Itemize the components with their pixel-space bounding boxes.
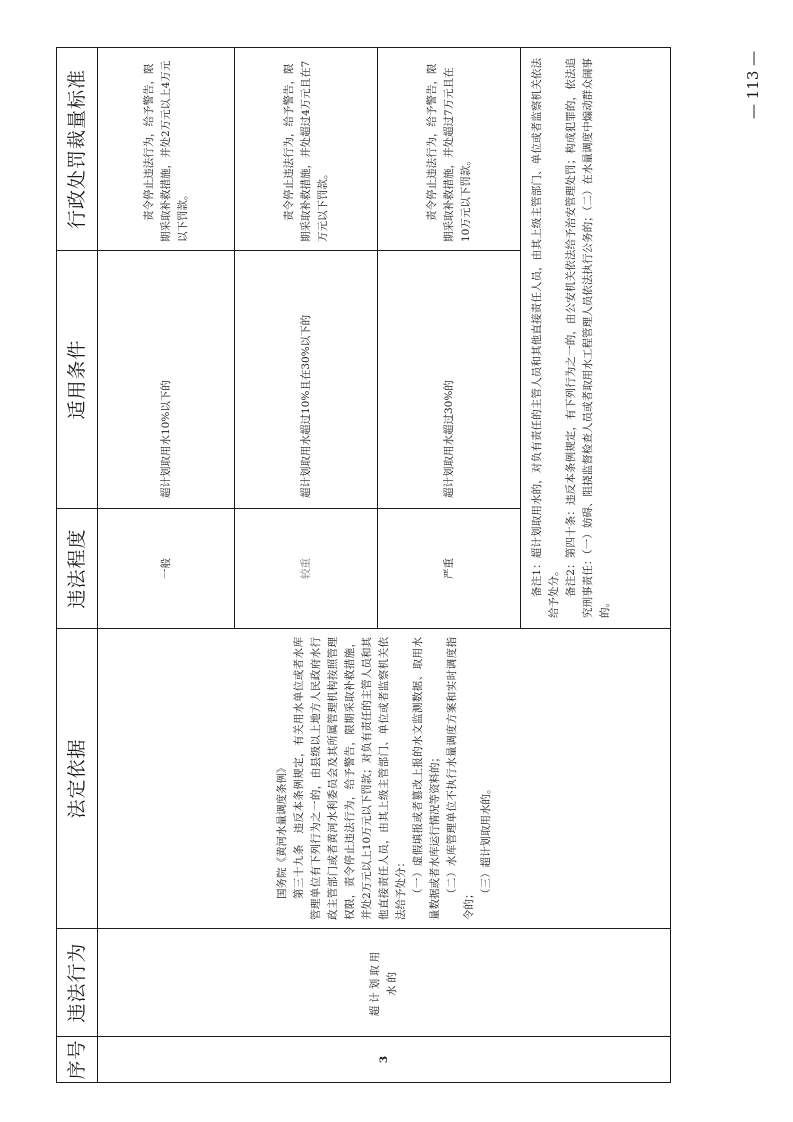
note-2: 备注2：第四十条：违反本条例规定，有下列行为之一的，由公安机关依法给予治安管理处罚；构成犯罪的，依法追究刑事责任：（一）妨碍、阻挠监督检查人员或者取用水工程管理人员依法执行公务的；（二）在水量调度中煽动群众闹事的。 xyxy=(565,58,611,618)
page-number: — 113 — xyxy=(744,50,762,120)
header-degree: 违法程度 xyxy=(57,509,98,629)
note-1: 备注1：超计划取用水的，对负有责任的主管人员和其他直接责任人员，由其上级主管部门、单位或者监察机关依法给予处分。 xyxy=(531,58,560,618)
degree-serious: 较重 xyxy=(235,509,378,629)
condition-general: 超计划取用水10%以下的 xyxy=(98,251,235,509)
degree-general: 一般 xyxy=(98,509,235,629)
header-condition: 适用条件 xyxy=(57,251,98,509)
row-seq: 3 xyxy=(98,1037,671,1083)
penalty-table xyxy=(56,47,671,1083)
condition-serious: 超计划取用水超过10%且在30%以下的 xyxy=(235,251,378,509)
table-row xyxy=(98,48,235,1083)
basis-article: 第三十九条 违反本条例规定，有关用水单位或者水库管理单位有下列行为之一的，由县级以上地方人民政府水行政主管部门或者黄河水利委员会及其所属管理机构按照管理权限，责令停止违法行为，给予警告，限期采取补救措施，并处2万元以上10万元以下罚款；对负有责任的主管人员和其他直接责任人员，由其上级主管部门、单位或者监察机关依法给予处分： xyxy=(292,637,407,920)
standard-severe xyxy=(378,48,521,251)
table-header-row xyxy=(57,48,98,1083)
notes-cell xyxy=(521,48,671,629)
condition-severe: 超计划取用水超过30%的 xyxy=(378,251,521,509)
header-basis: 法定依据 xyxy=(57,629,98,929)
basis-source: 国务院《黄河水量调度条例》 xyxy=(275,762,288,899)
standard-serious-text: 责令停止违法行为，给予警告，限期采取补救措施，并处超过4万元且在7万元以下罚款。 xyxy=(282,60,329,242)
row-basis xyxy=(98,629,671,929)
basis-item-1: （一）虚假填报或者篡改上报的水文监测数据、取用水量数据或者水库运行情况等资料的； xyxy=(411,637,441,920)
row-act: 超计划取用水的 xyxy=(98,929,671,1037)
basis-item-2: （二）水库管理单位不执行水量调度方案和实时调度指令的； xyxy=(445,637,475,920)
header-standard: 行政处罚裁量标准 xyxy=(57,48,98,251)
standard-general xyxy=(98,48,235,251)
degree-severe: 严重 xyxy=(378,509,521,629)
basis-item-3: （三）超计划取用水的。 xyxy=(479,783,492,899)
standard-serious xyxy=(235,48,378,251)
standard-general-text: 责令停止违法行为，给予警告，限期采取补救措施，并处2万元以上4万元以下罚款。 xyxy=(142,60,189,242)
header-act: 违法行为 xyxy=(57,929,98,1037)
standard-severe-text: 责令停止违法行为，给予警告，限期采取补救措施，并处超过7万元且在10万元以下罚款。 xyxy=(425,63,472,242)
rotated-page-content xyxy=(56,48,671,1083)
header-seq: 序号 xyxy=(57,1037,98,1083)
